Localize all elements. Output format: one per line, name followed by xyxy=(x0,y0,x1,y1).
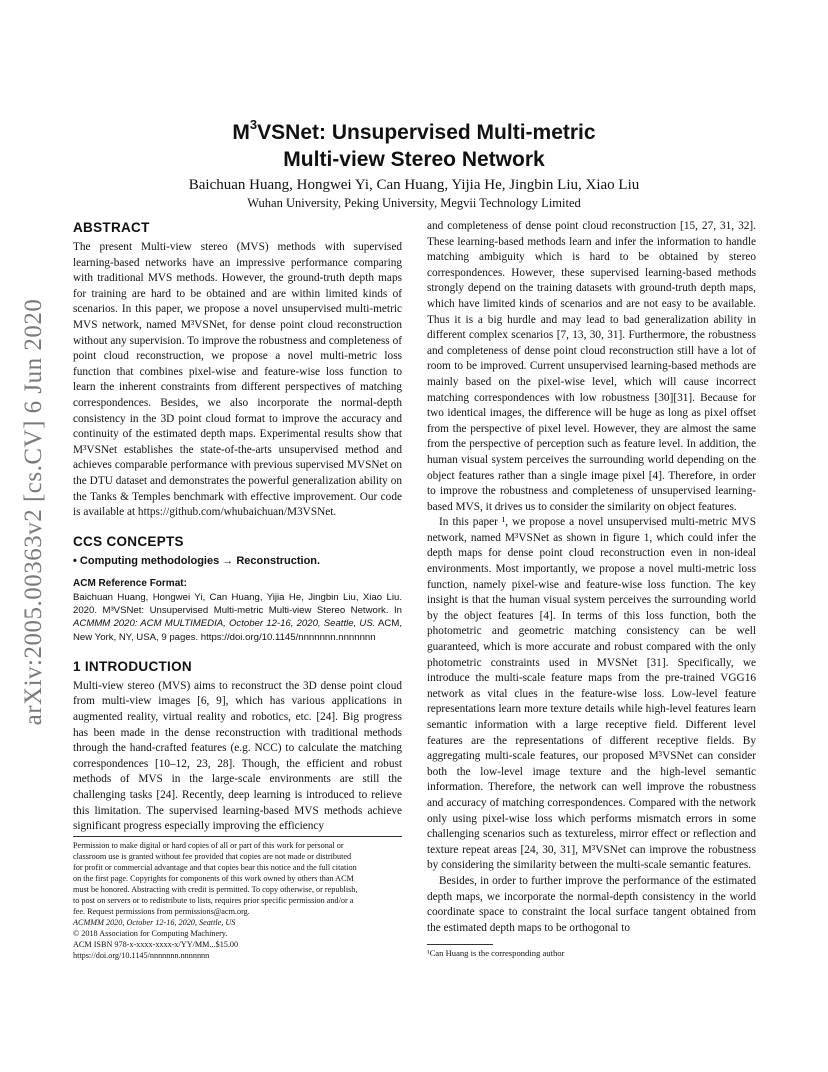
permission-divider xyxy=(73,836,402,837)
permission-line: Permission to make digital or hard copies of all or part of this work for personal or xyxy=(73,841,344,850)
ccs-heading: CCS CONCEPTS xyxy=(73,533,184,549)
author-list: Baichuan Huang, Hongwei Yi, Can Huang, Yijia He, Jingbin Liu, Xiao Liu xyxy=(188,177,640,193)
permission-line: © 2018 Association for Computing Machinery. xyxy=(73,929,228,938)
title-superscript: 3 xyxy=(249,117,258,132)
permission-line: fee. Request permissions from permissions@acm.org. xyxy=(73,907,250,916)
footnote-divider xyxy=(427,944,493,945)
permission-line: must be honored. Abstracting with credit is permitted. To copy otherwise, or republish, xyxy=(73,885,358,894)
abstract-heading: ABSTRACT xyxy=(73,220,150,235)
right-column xyxy=(427,219,756,936)
intro-right-p1: and completeness of dense point cloud reconstruction [15, 27, 31, 32]. These learning-based methods learn and infer the information to handle matching ambiguity which is hard to be obtained by stereo correspondences. However, these supervised learning-based methods strongly depend on the training datasets with ground-truth depth maps, which have limited kinds of scenarios and are not easy to be available. Thus it is a big hurdle and may lead to bad generalization ability in different complex scenarios [7, 13, 30, 31]. Furthermore, the robustness and completeness of dense point cloud reconstruction still have a lot of room to be improved. Current unsupervised learning-based methods are mainly based on the pixel-wise level, which will cause incorrect matching correspondences with low robustness [30][31]. Because for two identical images, the difference will be huge as long as pixel offset from the perspective of pixel level. However, they are almost the same from the perspective of perception such as feature level. In addition, the human visual system perceives the surrounding world depending on the object features rather than a single image pixel [4]. Therefore, in order to improve the robustness and completeness of unsupervised learning-based MVS, it drives us to consider the similarity on object features. xyxy=(427,220,756,513)
intro-right-p2: In this paper ¹, we propose a novel unsupervised multi-metric MVS network, named M³VSNet as shown in figure 1, which could infer the depth maps for dense point cloud reconstruction even in non-ideal environments. Most importantly, we propose a novel multi-metric loss function, namely pixel-wise and feature-wise loss function. The key insight is that the human visual system perceives the surrounding world by the object features [4]. In terms of this loss function, both the photometric and geometric matching consistency can be well guaranteed, which is more accurate and robust compared with the only photometric constraints used in MVSNet [31]. Specifically, we introduce the multi-scale feature maps from the pre-trained VGG16 network as vital clues in the feature-wise loss. Low-level feature representations learn more texture details while high-level features learn semantic information with a large receptive field. Different level features are the representations of different receptive fields. By aggregating multi-scale features, our proposed M³VSNet can consider both the low-level image texture and the high-level semantic information. Therefore, the network can well improve the robustness and accuracy of matching correspondences. Compared with the network only using pixel-wise loss which performs mismatch errors in some challenging scenarios such as textureless, mirror effect or reflection and texture repeat areas [24, 30, 31], M³VSNet can improve the robustness by considering the similarity between the multi-scale semantic features. xyxy=(427,516,756,872)
intro-heading: 1 INTRODUCTION xyxy=(73,658,192,674)
permission-line: on the first page. Copyrights for components of this work owned by others than ACM xyxy=(73,874,354,883)
permission-block xyxy=(73,840,402,961)
permission-line: classroom use is granted without fee provided that copies are not made or distributed xyxy=(73,852,352,861)
permission-line: to post on servers or to redistribute to lists, requires prior specific permission and/or a xyxy=(73,896,354,905)
permission-line: ACM ISBN 978-x-xxxx-xxxx-x/YY/MM...$15.00 xyxy=(73,940,239,949)
intro-right-p3: Besides, in order to further improve the performance of the estimated depth maps, we incorporate the normal-depth consistency in the world coordinate space to constraint the local surface tangent obtained from the estimated depth maps to be orthogonal to xyxy=(427,874,756,934)
paper-title xyxy=(114,113,714,173)
permission-line: ACMMM 2020, October 12-16, 2020, Seattle, US xyxy=(73,918,236,927)
abstract-text: The present Multi-view stereo (MVS) methods with supervised learning-based networks have an impressive performance comparing with traditional MVS methods. However, the ground-truth depth maps for training are hard to be obtained and are within limited kinds of scenarios. In this paper, we propose a novel unsupervised multi-metric MVS network, named M³VSNet, for dense point cloud reconstruction without any supervision. To improve the robustness and completeness of point cloud reconstruction, we propose a novel multi-metric loss function that combines pixel-wise and feature-wise loss function to learn the inherent constraints from different perspectives of matching correspondences. Besides, we also incorporate the normal-depth consistency in the 3D point cloud format to improve the accuracy and continuity of the estimated depth maps. Experimental results show that M³VSNet establishes the state-of-the-arts unsupervised method and achieves comparable performance with previous supervised MVSNet on the DTU dataset and demonstrates the powerful generalization ability on the Tanks & Temples benchmark with effective improvement. Our code is available at https://github.com/whubaichuan/M3VSNet. xyxy=(73,241,402,519)
left-column xyxy=(73,219,402,835)
acm-ref-heading: ACM Reference Format: xyxy=(73,577,187,589)
ccs-item: • Computing methodologies → Reconstruction. xyxy=(73,554,321,567)
acm-ref-text: Baichuan Huang, Hongwei Yi, Can Huang, Yijia He, Jingbin Liu, Xiao Liu. 2020. M³VSNet: Unsupervised Multi-metric Multi-view Stereo Network. In ACMMM 2020: ACM MULTIMEDIA, October 12-16, 2020, Seattle, US. ACM, New York, NY, USA, 9 pages. https://doi.org/10.1145/nnnnnnn.nnnnnnn xyxy=(73,591,403,643)
footnote: ¹Can Huang is the corresponding author xyxy=(427,948,565,958)
title-line-2: Multi-view Stereo Network xyxy=(283,148,545,171)
arxiv-stamp: arXiv:2005.00363v2 [cs.CV] 6 Jun 2020 xyxy=(20,298,47,726)
intro-left-text: Multi-view stereo (MVS) aims to reconstruct the 3D dense point cloud from multi-view images [6, 9], which has various applications in augmented reality, virtual reality and robotics, etc. [24]. Big progress has been made in the dense reconstruction with traditional methods through the hand-crafted features (e.g. NCC) to calculate the matching correspondences [10–12, 23, 28]. Though, the efficient and robust methods of MVS in the large-scale environments are still the challenging tasks [24]. Recently, deep learning is introduced to relieve this limitation. The supervised learning-based MVS methods achieve significant progress especially improving the efficiency xyxy=(73,679,402,833)
permission-line: for profit or commercial advantage and that copies bear this notice and the full citation xyxy=(73,863,357,872)
permission-line: https://doi.org/10.1145/nnnnnnn.nnnnnnn xyxy=(73,951,210,960)
title-line-1: $M^3VSNet$: Unsupervised Multi-metric xyxy=(232,117,596,144)
affiliations: Wuhan University, Peking University, Megvii Technology Limited xyxy=(247,196,581,210)
